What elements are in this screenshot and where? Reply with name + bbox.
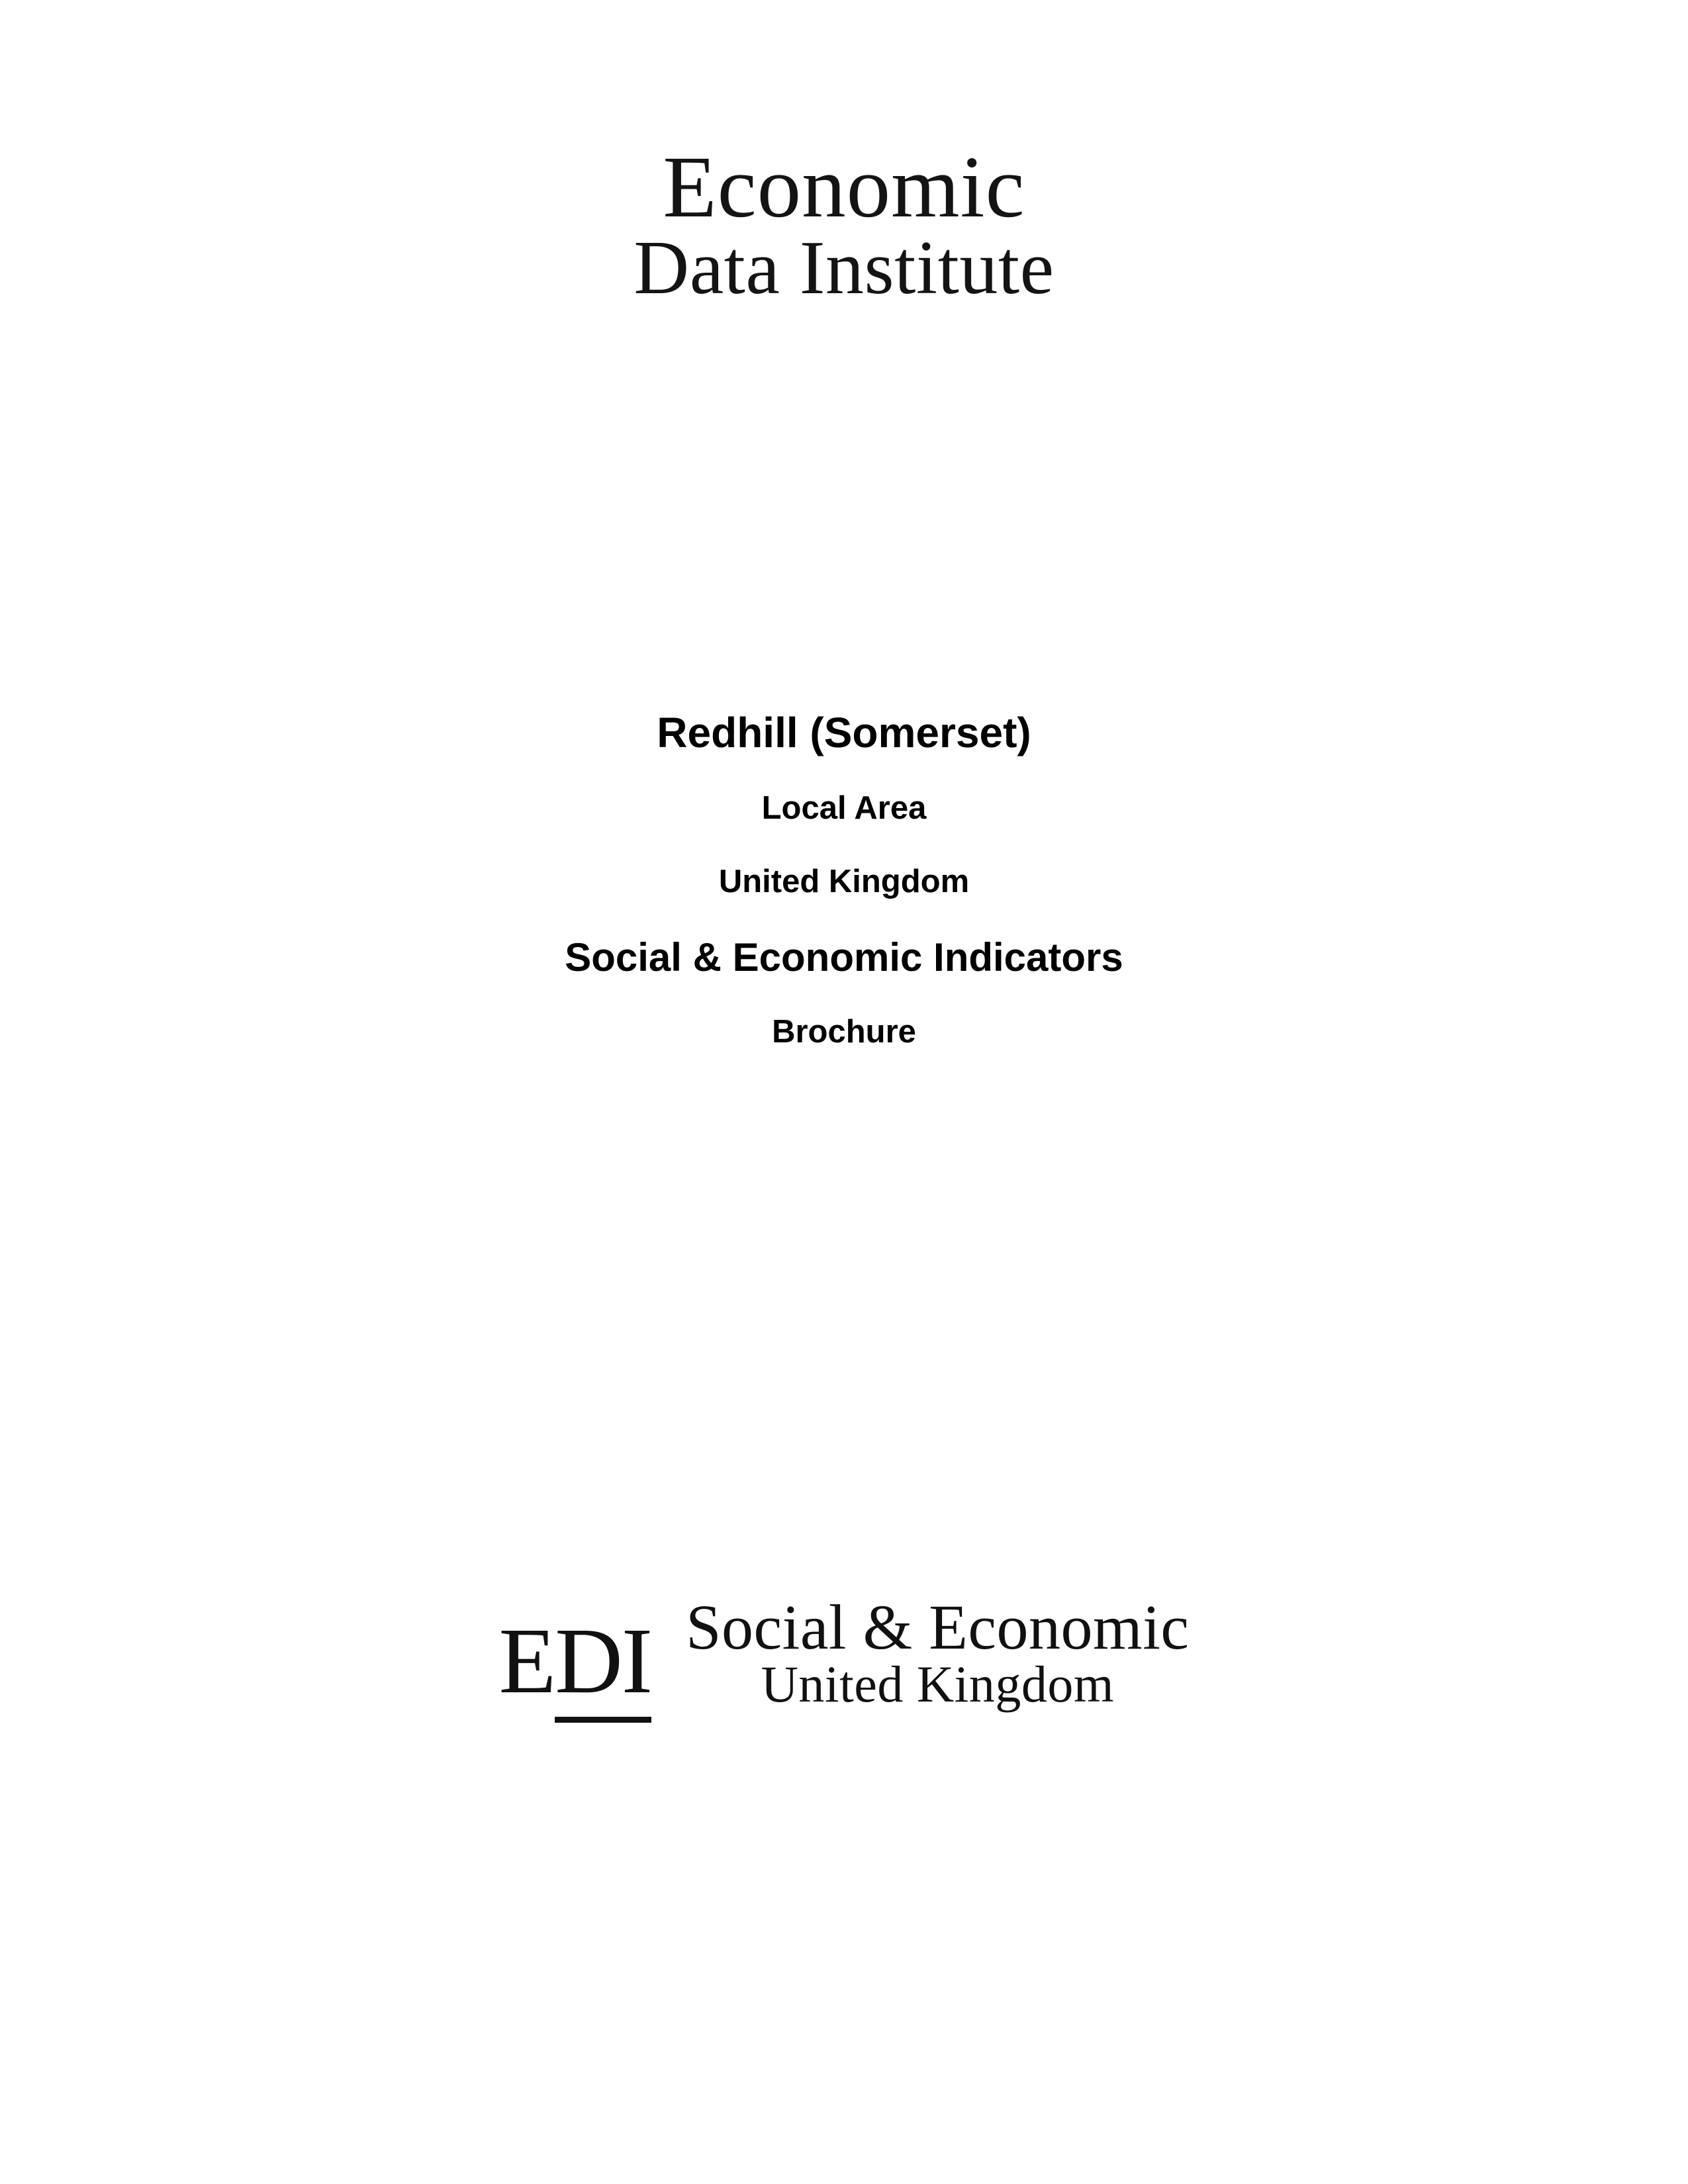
cover-title-block xyxy=(0,711,1688,1048)
edi-wordmark-bottom: United Kingdom xyxy=(761,1655,1115,1713)
publisher-logo xyxy=(0,138,1688,310)
edi-footer-logo xyxy=(0,1592,1688,1718)
document-type-label: Brochure xyxy=(772,1014,916,1050)
edi-wordmark xyxy=(686,1592,1190,1713)
publisher-logo-line1: Economic xyxy=(663,138,1025,236)
edi-monogram-e: E xyxy=(498,1608,555,1713)
edi-monogram-i: I xyxy=(622,1608,651,1723)
subject-label: Social & Economic Indicators xyxy=(565,935,1123,979)
edi-monogram-d: D xyxy=(555,1608,622,1723)
country-label: United Kingdom xyxy=(718,864,970,899)
edi-monogram xyxy=(498,1608,652,1718)
area-type-label: Local Area xyxy=(761,790,927,826)
page-title: Redhill (Somerset) xyxy=(657,709,1031,756)
publisher-logo-line2: Data Institute xyxy=(633,225,1055,310)
edi-wordmark-top: Social & Economic xyxy=(686,1592,1190,1662)
